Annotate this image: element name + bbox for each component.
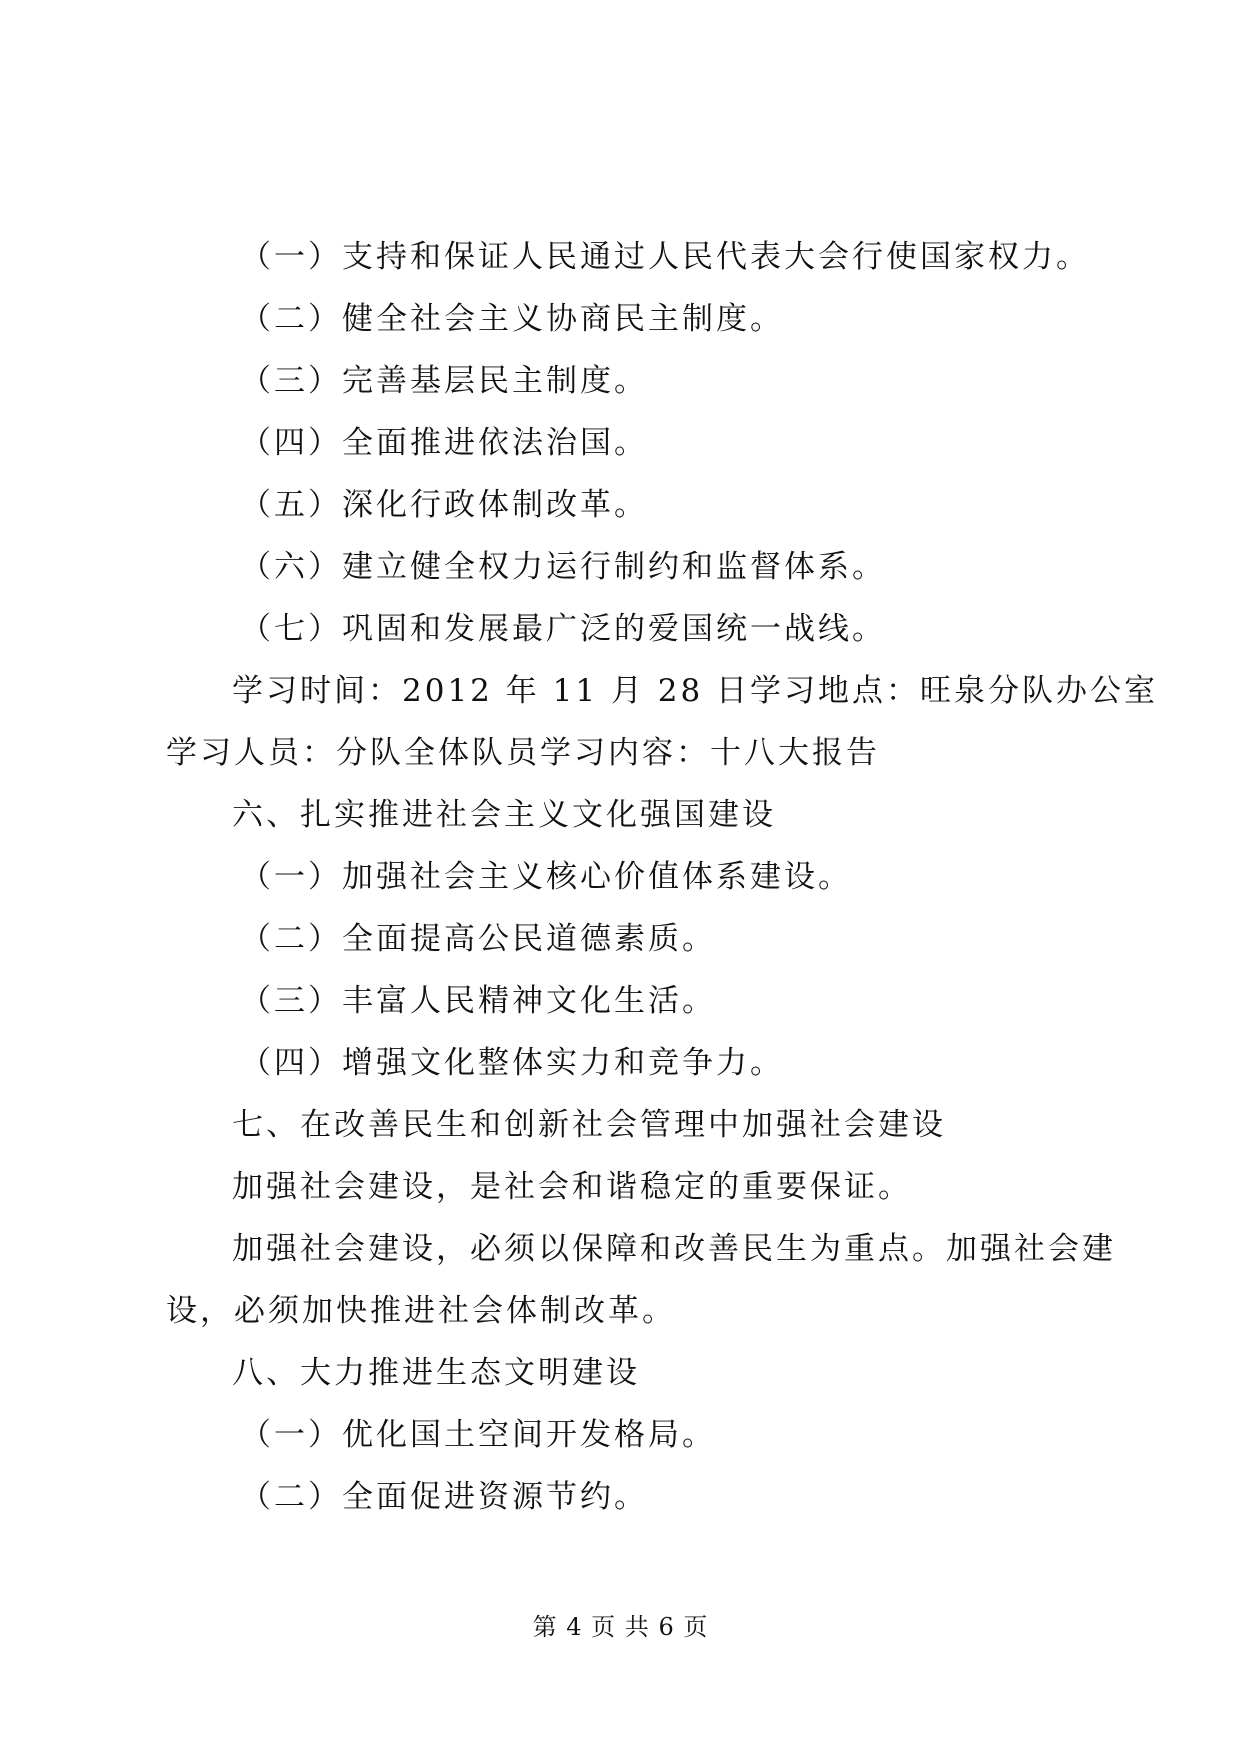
- list-item: （七）巩固和发展最广泛的爱国统一战线。: [240, 611, 886, 647]
- study-info-line: 学习时间：2012 年 11 月 28 日学习地点：旺泉分队办公室: [232, 673, 1159, 709]
- list-item: （一）优化国土空间开发格局。: [240, 1417, 716, 1453]
- paragraph-line: 设，必须加快推进社会体制改革。: [166, 1293, 676, 1329]
- list-item: （一）加强社会主义核心价值体系建设。: [240, 859, 852, 895]
- list-item: （二）健全社会主义协商民主制度。: [240, 301, 784, 337]
- list-item: （五）深化行政体制改革。: [240, 487, 648, 523]
- page-number-footer: 第 4 页 共 6 页: [532, 1613, 709, 1641]
- paragraph-line: 加强社会建设，必须以保障和改善民生为重点。加强社会建: [232, 1231, 1116, 1267]
- list-item: （一）支持和保证人民通过人民代表大会行使国家权力。: [240, 239, 1090, 275]
- study-info-line: 学习人员：分队全体队员学习内容：十八大报告: [166, 735, 880, 771]
- list-item: （六）建立健全权力运行制约和监督体系。: [240, 549, 886, 585]
- document-body: [166, 226, 1159, 1528]
- list-item: （二）全面促进资源节约。: [240, 1479, 648, 1515]
- list-item: （三）完善基层民主制度。: [240, 363, 648, 399]
- section-heading: 六、扎实推进社会主义文化强国建设: [232, 797, 776, 833]
- paragraph-line: 加强社会建设，是社会和谐稳定的重要保证。: [232, 1169, 912, 1205]
- section-heading: 八、大力推进生态文明建设: [232, 1355, 640, 1391]
- list-item: （四）全面推进依法治国。: [240, 425, 648, 461]
- list-item: （四）增强文化整体实力和竞争力。: [240, 1045, 784, 1081]
- section-heading: 七、在改善民生和创新社会管理中加强社会建设: [232, 1107, 946, 1143]
- list-item: （三）丰富人民精神文化生活。: [240, 983, 716, 1019]
- list-item: （二）全面提高公民道德素质。: [240, 921, 716, 957]
